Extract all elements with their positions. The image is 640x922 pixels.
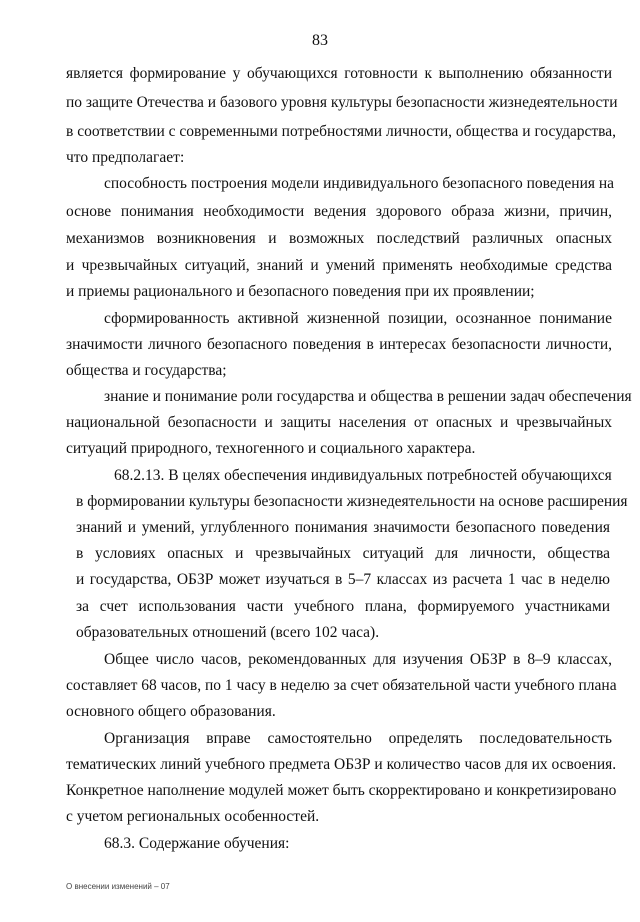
footer-note: О внесении изменений – 07 [66,882,170,891]
text-line: основного общего образования. [66,703,276,720]
text-line: с учетом региональных особенностей. [66,808,320,825]
text-line: составляет 68 часов, по 1 часу в неделю за счет обязательной части учебного плана [66,677,617,694]
text-line: по защите Отечества и базового уровня культуры безопасности жизнедеятельности [66,94,618,111]
text-line: является формирование у обучающихся готовности к выполнению обязанности [66,65,612,82]
text-line: знание и понимание роли государства и общества в решении задач обеспечения [104,388,632,405]
text-line: национальной безопасности и защиты населения от опасных и чрезвычайных [66,414,612,431]
text-line: и государства, ОБЗР может изучаться в 5–7 классах из расчета 1 час в неделю [76,571,610,588]
text-line: тематических линий учебного предмета ОБЗР и количество часов для их освоения. [66,756,617,773]
text-line: общества и государства; [66,362,227,379]
section-heading: 68.3. Содержание обучения: [104,835,290,852]
text-line: сформированность активной жизненной позиции, осознанное понимание [104,310,612,327]
text-line: что предполагает: [66,149,185,166]
text-line: в формировании культуры безопасности жизнедеятельности на основе расширения [76,493,628,510]
page-number: 83 [312,32,328,49]
text-line: знаний и умений, углубленного понимания значимости безопасного поведения [76,519,610,536]
text-line: значимости личного безопасного поведения в интересах безопасности личности, [66,336,612,353]
text-line: в соответствии с современными потребностями личности, общества и государства, [66,123,617,140]
text-line: Организация вправе самостоятельно определять последовательность [104,730,612,747]
text-line: за счет использования части учебного плана, формируемого участниками [76,598,610,615]
text-line: основе понимания необходимости ведения здорового образа жизни, причин, [66,203,612,220]
text-line: способность построения модели индивидуального безопасного поведения на [104,175,615,192]
text-line: и приемы рационального и безопасного поведения при их проявлении; [66,283,535,300]
text-line: механизмов возникновения и возможных последствий различных опасных [66,230,612,247]
text-line: Общее число часов, рекомендованных для изучения ОБЗР в 8–9 классах, [104,651,612,668]
text-line: в условиях опасных и чрезвычайных ситуаций для личности, общества [76,545,610,562]
text-line: и чрезвычайных ситуаций, знаний и умений применять необходимые средства [66,257,612,274]
text-line: 68.2.13. В целях обеспечения индивидуальных потребностей обучающихся [114,467,612,484]
text-line: ситуаций природного, техногенного и социального характера. [66,440,476,457]
text-line: Конкретное наполнение модулей может быть скорректировано и конкретизировано [66,782,617,799]
text-line: образовательных отношений (всего 102 часа). [76,624,380,641]
